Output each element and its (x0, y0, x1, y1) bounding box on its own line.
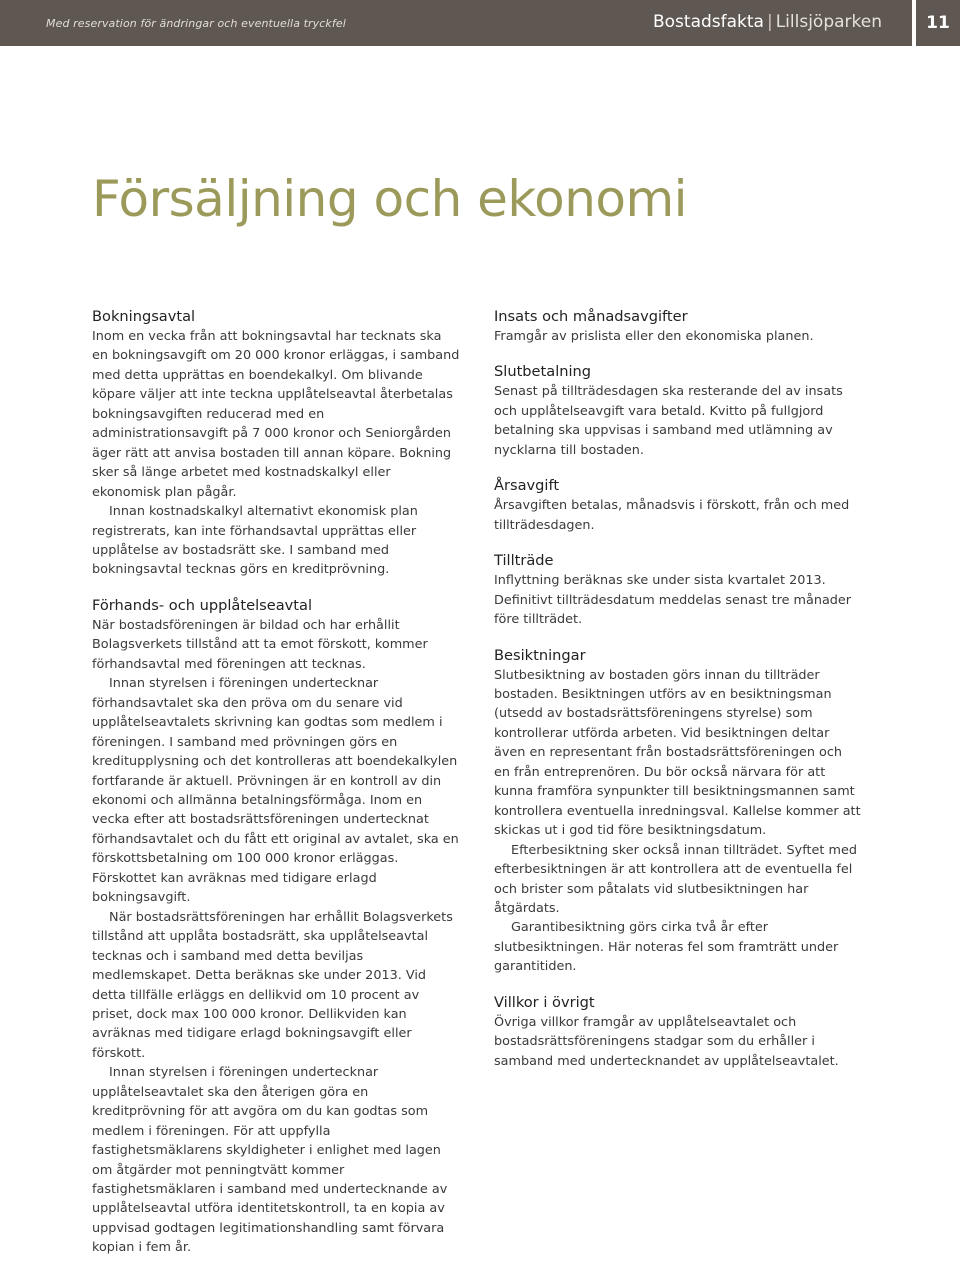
section-insats (494, 306, 862, 346)
section-besiktningar (494, 645, 862, 977)
brand (653, 12, 882, 32)
section-heading: Bokningsavtal (92, 308, 196, 325)
section-heading: Slutbetalning (494, 363, 592, 381)
brand-subtitle: Lillsjöparken (775, 12, 882, 32)
paragraph: Senast på tillträdesdagen ska resterande del av insats och upplåtelseavgift vara betald. Kvitto på fullgjord betalning ska uppvisas i samband med utlämning av nycklarna till bostaden. (494, 384, 843, 458)
header-bar (0, 0, 960, 46)
section-heading: Årsavgift (494, 477, 560, 495)
paragraph: När bostadsrättsföreningen har erhållit Bolagsverkets tillstånd att upplåta bostadsrätt, ska upplåtelseavtal tecknas och i samband med detta beviljas medlemskapet. Detta beräknas ske under 2013. Vid detta tillfälle erläggs en dellikvid om 10 procent av priset, dock max 100 000 kronor. Dellikviden kan avräknas med tidigare erlagd bokningsavgift eller förskott. (92, 909, 453, 1061)
section-arsavgift (494, 475, 862, 535)
section-heading: Villkor i övrigt (494, 993, 595, 1011)
section-villkor (494, 992, 862, 1071)
paragraph: Framgår av prislista eller den ekonomiska planen. (494, 329, 814, 344)
paragraph: Inom en vecka från att bokningsavtal har tecknats ska en bokningsavgift om 20 000 kronor erläggas, i samband med detta upprättas en boendekalkyl. Om blivande köpare väljer att inte teckna upplåtelseavtal återbetalas bokningsavgiften reducerad med en administrationsavgift på 7 000 kronor och Seniorgården äger rätt att anvisa bostaden till annan köpare. Bokning sker så länge arbetet med kostnadskalkyl eller ekonomisk plan pågår. (92, 329, 460, 500)
section-tilltrade (494, 550, 862, 629)
section-heading: Insats och månadsavgifter (494, 308, 688, 325)
paragraph: Övriga villkor framgår av upplåtelseavtalet och bostadsrättsföreningens stadgar som du erhåller i samband med undertecknandet av upplåtelseavtalet. (494, 1014, 839, 1069)
paragraph: Efterbesiktning sker också innan tillträdet. Syftet med efterbesiktningen är att kontrollera att de eventuella fel och brister som påtalats vid slutbesiktningen har åtgärdats. (494, 842, 857, 916)
paragraph: Årsavgiften betalas, månadsvis i förskott, från och med tillträdesdagen. (494, 498, 850, 533)
brand-separator: | (766, 12, 773, 32)
section-forhandsavtal (92, 595, 460, 1258)
paragraph: Slutbesiktning av bostaden görs innan du tillträder bostaden. Besiktningen utförs av en besiktningsman (utsedd av bostadsrättsföreningens styrelse) som kontrollerar utförda arbeten. Vid besiktningen deltar även en representant från bostadsrättsföreningen och en från entreprenören. Du bör också närvara för att kunna framföra synpunkter till besiktningsmannen samt kontrollera eventuella inredningsval. Kallelse kommer att skickas ut i god tid före besiktningsdatum. (494, 667, 861, 839)
page-title: Försäljning och ekonomi (92, 170, 688, 228)
section-heading: Tillträde (494, 552, 554, 570)
page-number: 11 (912, 0, 960, 46)
section-heading: Besiktningar (494, 646, 586, 664)
paragraph: Innan kostnadskalkyl alternativt ekonomisk plan registrerats, kan inte förhandsavtal upprättas eller upplåtelse av bostadsrätt ske. I samband med bokningsavtal tecknas görs en kreditprövning. (92, 504, 418, 578)
paragraph: När bostadsföreningen är bildad och har erhållit Bolagsverkets tillstånd att ta emot förskott, kommer förhandsavtal med föreningen att tecknas. (92, 617, 428, 672)
section-heading: Förhands- och upplåtelseavtal (92, 596, 313, 614)
brand-title: Bostadsfakta (652, 12, 764, 32)
paragraph: Innan styrelsen i föreningen undertecknar förhandsavtalet ska den pröva om du senare vid upplåtelseavtalets skrivning kan godtas som medlem i föreningen. I samband med prövningen görs en kreditupplysning och det kontrolleras att boendekalkylen fortfarande är aktuell. Prövningen är en kontroll av din ekonomi och allmänna betalningsförmåga. Inom en vecka efter att bostadsrättsföreningen undertecknat förhandsavtalet och du fått ett original av avtalet, ska en förskottsbetalning om 100 000 kronor erläggas. Förskottet kan avräknas med tidigare erlagd bokningsavgift. (92, 676, 459, 906)
paragraph: Garantibesiktning görs cirka två år efter slutbesiktningen. Här noteras fel som framträtt under garantitiden. (494, 920, 839, 975)
right-column (494, 306, 862, 1086)
paragraph: Innan styrelsen i föreningen undertecknar upplåtelseavtalet ska den återigen göra en kreditprövning för att avgöra om du kan godtas som medlem i föreningen. För att uppfylla fastighetsmäklarens skyldigheter i enlighet med lagen om åtgärder mot penningtvätt kommer fastighetsmäklaren i samband med undertecknande av upplåtelseavtal utföra identitetskontroll, ta en kopia av uppvisad godtagen legitimationshandling samt förvara kopian i fem år. (92, 1065, 448, 1256)
section-slutbetalning (494, 361, 862, 460)
disclaimer-text: Med reservation för ändringar och eventuella tryckfel (46, 17, 346, 30)
paragraph: Inflyttning beräknas ske under sista kvartalet 2013. Definitivt tillträdesdatum meddelas senast tre månader före tillträdet. (494, 573, 852, 628)
left-column (92, 306, 460, 1273)
section-bokningsavtal (92, 306, 460, 580)
